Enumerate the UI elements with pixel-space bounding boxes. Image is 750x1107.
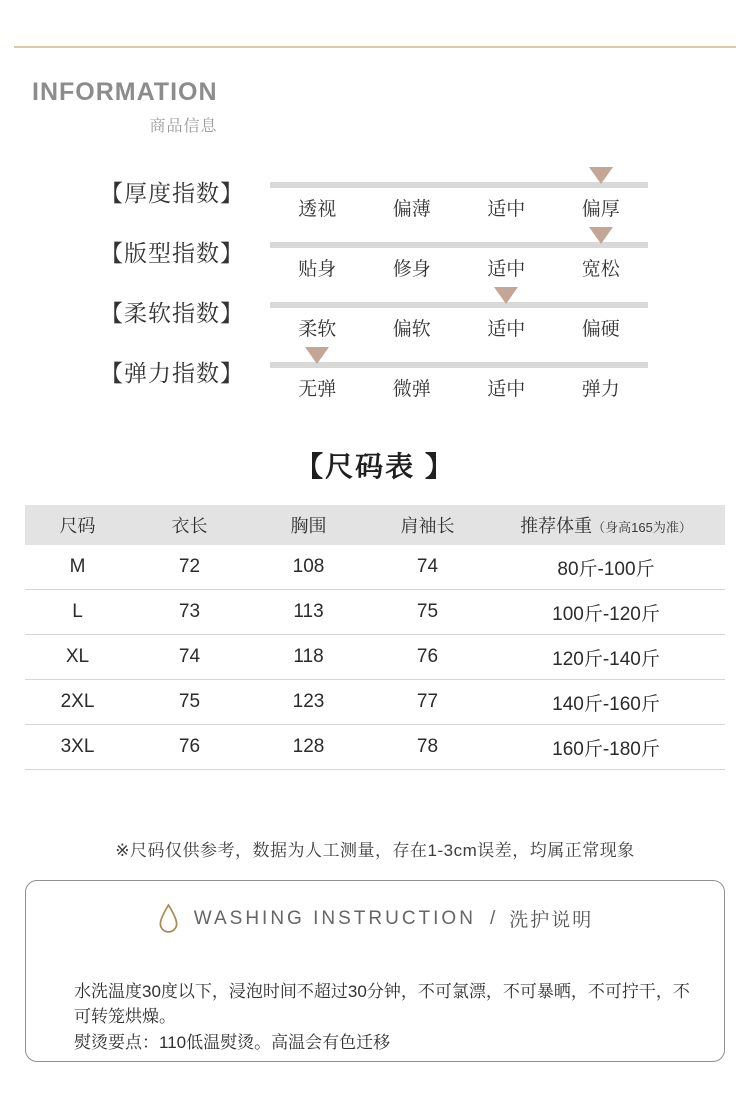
table-cell: 78: [416, 736, 439, 757]
index-label: 【厚度指数】: [100, 180, 244, 206]
table-cell: 100斤-120斤: [552, 603, 660, 625]
index-option: 适中: [487, 319, 526, 340]
table-cell: 75: [416, 601, 439, 622]
index-scale: [270, 340, 648, 400]
table-cell: 3XL: [60, 736, 95, 757]
table-cell: 75: [178, 691, 201, 712]
table-cell: M: [69, 556, 86, 577]
table-cell: 160斤-180斤: [552, 738, 660, 760]
size-table-header-label: 衣长: [171, 516, 208, 536]
size-table-header-cell: [25, 512, 130, 538]
index-option: 微弹: [392, 379, 431, 400]
index-options: [270, 314, 648, 341]
index-option: 偏软: [392, 319, 431, 340]
index-marker-arrow-icon: [589, 227, 613, 244]
index-marker-arrow-icon: [589, 167, 613, 184]
washing-title-zh: 洗护说明: [509, 910, 594, 931]
index-option: 适中: [487, 259, 526, 280]
table-cell: L: [72, 601, 83, 622]
index-option: 偏硬: [581, 319, 620, 340]
table-cell: XL: [65, 646, 90, 667]
size-table: [25, 505, 725, 770]
size-table-header: [25, 505, 725, 545]
table-cell: 140斤-160斤: [552, 693, 660, 715]
size-table-header-label: 尺码: [59, 516, 96, 536]
table-cell: 74: [416, 556, 439, 577]
ironing-instruction-line: 熨烫要点：110低温熨烫。高温会有色迁移: [74, 1033, 391, 1052]
index-row: [0, 220, 750, 280]
table-cell: 76: [178, 736, 201, 757]
index-options: [270, 194, 648, 221]
size-table-header-cell: [249, 512, 368, 538]
index-option: 偏厚: [581, 199, 620, 220]
table-cell: 123: [292, 691, 325, 712]
table-cell: 2XL: [60, 691, 95, 712]
index-label: 【弹力指数】: [100, 360, 244, 386]
table-cell: 73: [178, 601, 201, 622]
table-row: [25, 635, 725, 680]
table-cell: 120斤-140斤: [552, 648, 660, 670]
table-row: [25, 545, 725, 590]
index-label: 【柔软指数】: [100, 300, 244, 326]
index-option: 修身: [392, 259, 431, 280]
index-option: 柔软: [298, 319, 337, 340]
index-row: [0, 160, 750, 220]
size-table-header-note: （身高165为准）: [592, 520, 692, 535]
index-row: [0, 280, 750, 340]
index-label: 【版型指数】: [100, 240, 244, 266]
page-subtitle: 商品信息: [149, 117, 218, 135]
index-options: [270, 254, 648, 281]
page-title: INFORMATION: [32, 78, 218, 106]
index-options: [270, 374, 648, 401]
washing-instruction-box: [25, 880, 725, 1062]
size-table-title: 【尺码表 】: [295, 451, 455, 482]
size-table-header-cell: [368, 512, 487, 538]
table-cell: 128: [292, 736, 325, 757]
washing-title-separator: /: [489, 907, 496, 929]
index-option: 弹力: [581, 379, 620, 400]
washing-instruction-line: 水洗温度30度以下，浸泡时间不超过30分钟，不可氯漂，不可暴晒，不可拧干，不可转笼烘燥。: [74, 982, 690, 1026]
table-row: [25, 680, 725, 725]
water-drop-icon: [157, 903, 180, 934]
size-table-body: [25, 545, 725, 770]
washing-instruction-header: [26, 903, 724, 934]
index-option: 适中: [487, 379, 526, 400]
table-cell: 108: [292, 556, 325, 577]
table-cell: 118: [293, 646, 324, 667]
table-cell: 76: [416, 646, 439, 667]
index-option: 贴身: [298, 259, 337, 280]
index-marker-arrow-icon: [494, 287, 518, 304]
table-cell: 77: [416, 691, 439, 712]
size-table-header-cell: [487, 512, 725, 538]
size-table-header-label: 肩袖长: [400, 516, 455, 536]
index-scale: [270, 160, 648, 220]
index-scale: [270, 220, 648, 280]
size-table-note: ※尺码仅供参考，数据为人工测量，存在1-3cm误差，均属正常现象: [115, 841, 635, 860]
index-option: 宽松: [581, 259, 620, 280]
size-table-header-label: 推荐体重: [520, 516, 593, 536]
information-header: [32, 79, 218, 136]
washing-title-en: WASHING INSTRUCTION: [193, 907, 476, 929]
index-section: [0, 160, 750, 400]
index-option: 无弹: [298, 379, 337, 400]
table-cell: 80斤-100斤: [557, 558, 655, 580]
index-option: 适中: [487, 199, 526, 220]
index-scale-bar: [270, 302, 648, 308]
index-marker-arrow-icon: [305, 347, 329, 364]
table-cell: 72: [178, 556, 201, 577]
size-table-header-cell: [130, 512, 249, 538]
index-option: 透视: [298, 199, 337, 220]
size-table-header-label: 胸围: [290, 516, 327, 536]
table-row: [25, 725, 725, 770]
accent-divider-line: [14, 46, 736, 48]
table-cell: 113: [293, 601, 324, 622]
index-scale: [270, 280, 648, 340]
index-row: [0, 340, 750, 400]
index-option: 偏薄: [392, 199, 431, 220]
table-row: [25, 590, 725, 635]
table-cell: 74: [178, 646, 201, 667]
